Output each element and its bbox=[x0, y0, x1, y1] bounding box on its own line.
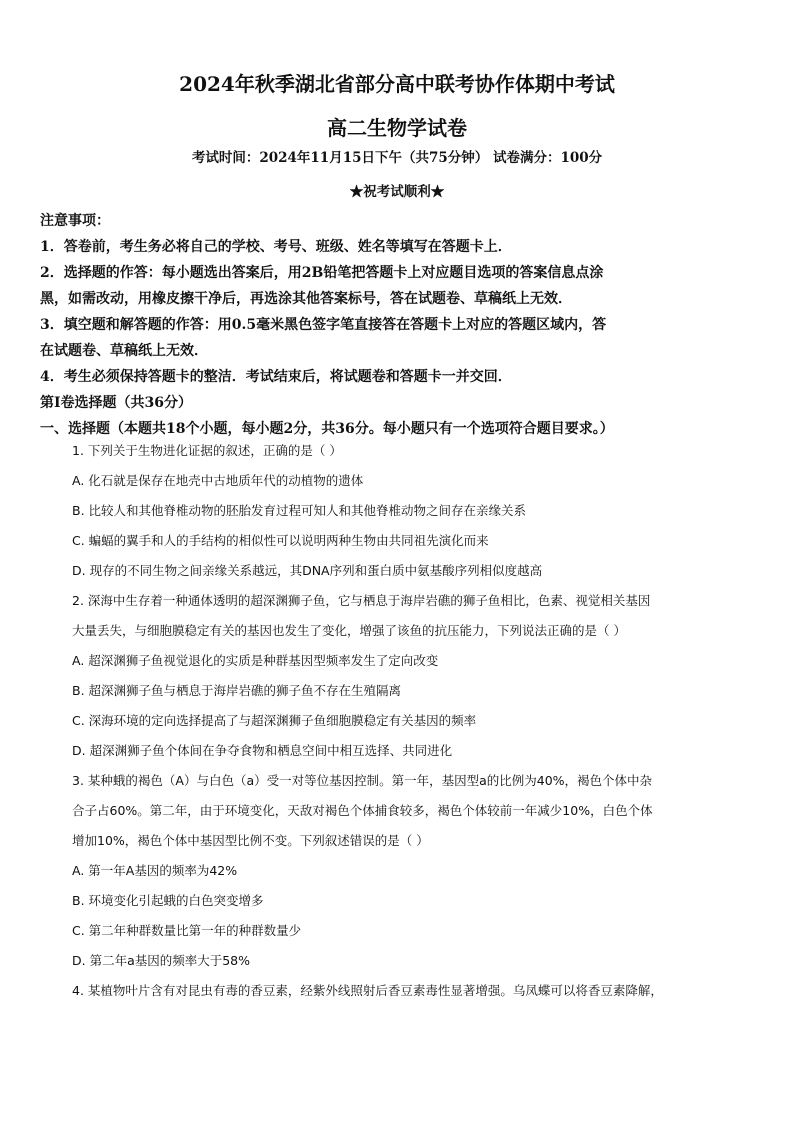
exam-wish: ★祝考试顺利★ bbox=[349, 184, 445, 200]
note-line: 1．答卷前，考生务必将自己的学校、考号、班级、姓名等填写在答题卡上． bbox=[40, 239, 512, 255]
question-line: B. 比较人和其他脊椎动物的胚胎发育过程可知人和其他脊椎动物之间存在亲缘关系 bbox=[72, 503, 527, 518]
question-line: 大量丢失，与细胞膜稳定有关的基因也发生了变化，增强了该鱼的抗压能力，下列说法正确的是（ ） bbox=[72, 623, 626, 638]
question-line: B. 超深渊狮子鱼与栖息于海岸岩礁的狮子鱼不存在生殖隔离 bbox=[72, 683, 402, 698]
question-line: 合子占60%。第二年，由于环境变化，天敌对褐色个体捕食较多，褐色个体较前一年减少10%，白色个体 bbox=[72, 803, 653, 818]
exam-title: 2024年秋季湖北省部分高中联考协作体期中考试 bbox=[179, 72, 615, 96]
section-heading: 第Ⅰ卷选择题（共36分） bbox=[40, 395, 193, 411]
note-line: 3．填空题和解答题的作答：用0.5毫米黑色签字笔直接答在答题卡上对应的答题区域内，答 bbox=[40, 317, 607, 333]
question-line: 3. 某种蛾的褐色（A）与白色（a）受一对等位基因控制。第一年，基因型a的比例为40%，褐色个体中杂 bbox=[72, 773, 653, 788]
question-line: D. 现存的不同生物之间亲缘关系越远，其DNA序列和蛋白质中氨基酸序列相似度越高 bbox=[72, 563, 543, 578]
question-line: A. 化石就是保存在地壳中古地质年代的动植物的遗体 bbox=[72, 473, 364, 488]
question-line: D. 超深渊狮子鱼个体间在争夺食物和栖息空间中相互选择、共同进化 bbox=[72, 743, 453, 758]
question-line: A. 超深渊狮子鱼视觉退化的实质是种群基因型频率发生了定向改变 bbox=[72, 653, 439, 668]
question-line: 1. 下列关于生物进化证据的叙述，正确的是（ ） bbox=[72, 443, 342, 458]
note-line: 在试题卷、草稿纸上无效． bbox=[40, 343, 208, 359]
question-line: D. 第二年a基因的频率大于58% bbox=[72, 953, 251, 968]
exam-subtitle: 高二生物学试卷 bbox=[327, 116, 467, 140]
note-line: 黑，如需改动，用橡皮擦干净后，再选涂其他答案标号，答在试题卷、草稿纸上无效． bbox=[40, 291, 572, 307]
question-line: A. 第一年A基因的频率为42% bbox=[72, 863, 238, 878]
note-line: 2．选择题的作答：每小题选出答案后，用2B铅笔把答题卡上对应题目选项的答案信息点涂 bbox=[40, 265, 604, 281]
note-line: 4．考生必须保持答题卡的整洁．考试结束后，将试题卷和答题卡一并交回． bbox=[40, 369, 512, 385]
question-line: C. 深海环境的定向选择提高了与超深渊狮子鱼细胞膜稳定有关基因的频率 bbox=[72, 713, 477, 728]
question-line: 增加10%，褐色个体中基因型比例不变。下列叙述错误的是（ ） bbox=[72, 833, 429, 848]
exam-info: 考试时间：2024年11月15日下午（共75分钟） 试卷满分：100分 bbox=[191, 150, 603, 166]
notes-heading: 注意事项： bbox=[40, 213, 110, 229]
notes-block bbox=[40, 208, 760, 442]
question-line: 4. 某植物叶片含有对昆虫有毒的香豆素，经紫外线照射后香豆素毒性显著增强。乌凤蝶可以将香豆素降解， bbox=[72, 983, 663, 998]
part-heading: 一、选择题（本题共18个小题，每小题2分，共36分。每小题只有一个选项符合题目要求。） bbox=[40, 421, 614, 437]
question-line: C. 蝙蝠的翼手和人的手结构的相似性可以说明两种生物由共同祖先演化而来 bbox=[72, 533, 489, 548]
question-line: C. 第二年种群数量比第一年的种群数量少 bbox=[72, 923, 302, 938]
question-line: 2. 深海中生存着一种通体透明的超深渊狮子鱼，它与栖息于海岸岩礁的狮子鱼相比，色素、视觉相关基因 bbox=[72, 593, 651, 608]
questions-block bbox=[72, 436, 742, 1006]
question-line: B. 环境变化引起蛾的白色突变增多 bbox=[72, 893, 264, 908]
